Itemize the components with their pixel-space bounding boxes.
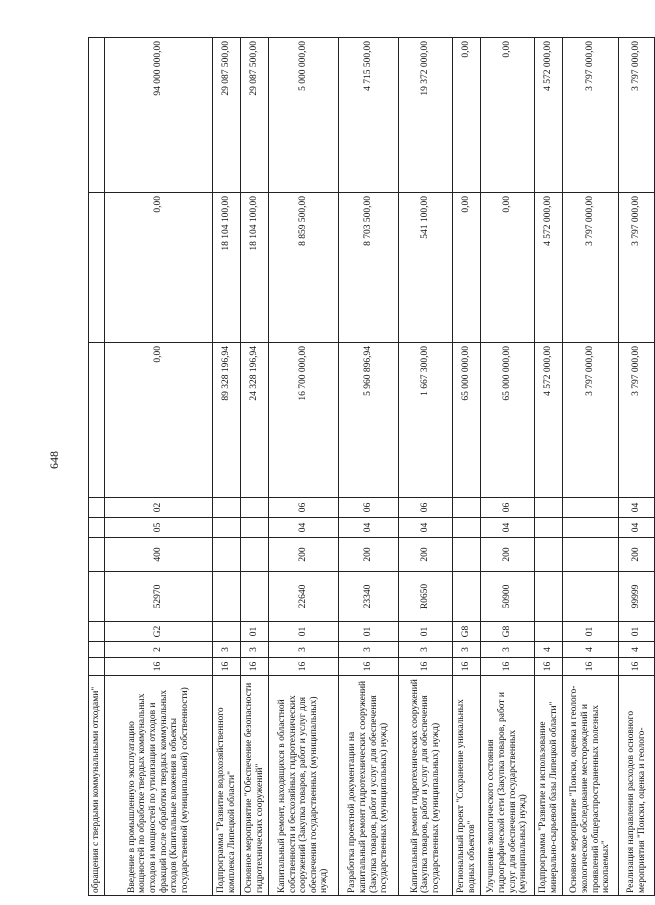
code-cell — [563, 572, 619, 622]
code-cell — [89, 642, 105, 658]
table-row — [105, 38, 213, 896]
code-cell: 06 — [269, 498, 339, 518]
row-description: Улучшение экологического состояния гидрографической сети (Закупка товаров, работ и услуг для обеспечения государственных (муниципальных) нужд) — [481, 676, 535, 896]
amount-cell: 0,00 — [105, 343, 213, 498]
amount-cell — [89, 193, 105, 343]
code-cell: 4 — [535, 642, 563, 658]
code-cell: 50900 — [481, 572, 535, 622]
code-cell: 23340 — [339, 572, 399, 622]
code-cell: R0650 — [399, 572, 453, 622]
amount-cell — [89, 38, 105, 193]
amount-cell: 5 000 000,00 — [269, 38, 339, 193]
amount-cell: 3 797 000,00 — [619, 343, 655, 498]
code-cell: 04 — [269, 518, 339, 538]
row-description: обращения с твердыми коммунальными отходами" — [89, 676, 105, 896]
code-cell: 01 — [399, 622, 453, 642]
amount-cell: 3 797 000,00 — [619, 193, 655, 343]
amount-cell: 0,00 — [453, 193, 481, 343]
code-cell: 16 — [619, 658, 655, 676]
table-row — [453, 38, 481, 896]
amount-cell: 3 797 000,00 — [563, 38, 619, 193]
code-cell — [535, 538, 563, 572]
code-cell — [89, 498, 105, 518]
table-row — [213, 38, 241, 896]
code-cell: 16 — [339, 658, 399, 676]
code-cell: 01 — [241, 622, 269, 642]
code-cell — [453, 572, 481, 622]
row-description: Капитальный ремонт, находящихся в областной собственности и бесхозяйных гидротехнических сооружений (Закупка товаров, работ и услуг для обеспечения государственных (муниципальных) нужд) — [269, 676, 339, 896]
code-cell: 16 — [241, 658, 269, 676]
code-cell: 3 — [339, 642, 399, 658]
amount-cell: 19 372 000,00 — [399, 38, 453, 193]
table-frame — [88, 38, 647, 896]
amount-cell: 29 087 500,00 — [241, 38, 269, 193]
amount-cell: 0,00 — [481, 193, 535, 343]
code-cell — [453, 538, 481, 572]
code-cell — [453, 498, 481, 518]
code-cell — [563, 538, 619, 572]
code-cell: 52970 — [105, 572, 213, 622]
code-cell — [241, 498, 269, 518]
amount-cell: 94 000 000,00 — [105, 38, 213, 193]
table-row — [89, 38, 105, 896]
amount-cell: 0,00 — [481, 38, 535, 193]
code-cell — [535, 498, 563, 518]
row-description: Основное мероприятие "Обеспечение безопасности гидротехнических сооружений" — [241, 676, 269, 896]
row-description: Реализация направления расходов основного мероприятия "Поиски, оценка и геолого- — [619, 676, 655, 896]
table-row — [535, 38, 563, 896]
code-cell: 01 — [269, 622, 339, 642]
code-cell: 04 — [339, 518, 399, 538]
row-description: Основное мероприятие "Поиски, оценка и геолого-экологическое обследование месторождений и проявлений общераспространенных полезных ископаемых" — [563, 676, 619, 896]
code-cell: 2 — [105, 642, 213, 658]
code-cell: 04 — [399, 518, 453, 538]
code-cell: 04 — [619, 518, 655, 538]
code-cell: 16 — [213, 658, 241, 676]
code-cell: 01 — [339, 622, 399, 642]
row-description: Региональный проект "Сохранение уникальных водных объектов" — [453, 676, 481, 896]
row-description: Подпрограмма "Развитие водохозяйственного комплекса Липецкой области" — [213, 676, 241, 896]
amount-cell: 18 104 100,00 — [241, 193, 269, 343]
code-cell: G8 — [453, 622, 481, 642]
code-cell: 3 — [399, 642, 453, 658]
code-cell: 16 — [269, 658, 339, 676]
code-cell: 200 — [481, 538, 535, 572]
code-cell — [213, 538, 241, 572]
code-cell: G2 — [105, 622, 213, 642]
code-cell: 3 — [481, 642, 535, 658]
amount-cell: 24 328 196,94 — [241, 343, 269, 498]
code-cell: 200 — [269, 538, 339, 572]
code-cell — [241, 538, 269, 572]
code-cell: 3 — [241, 642, 269, 658]
code-cell: 04 — [481, 518, 535, 538]
row-description: Разработка проектной документации на капитальный ремонт гидротехнических сооружений (Закупка товаров, работ и услуг для обеспечения государственных (муниципальных) нужд) — [339, 676, 399, 896]
code-cell — [563, 518, 619, 538]
code-cell — [241, 572, 269, 622]
amount-cell: 4 715 500,00 — [339, 38, 399, 193]
table-row — [619, 38, 655, 896]
code-cell — [213, 498, 241, 518]
code-cell: 06 — [339, 498, 399, 518]
amount-cell: 18 104 100,00 — [213, 193, 241, 343]
code-cell: 16 — [399, 658, 453, 676]
amount-cell: 29 087 500,00 — [213, 38, 241, 193]
amount-cell: 65 000 000,00 — [481, 343, 535, 498]
code-cell: 200 — [339, 538, 399, 572]
code-cell: 04 — [619, 498, 655, 518]
code-cell: 06 — [399, 498, 453, 518]
amount-cell: 89 328 196,94 — [213, 343, 241, 498]
table-row — [241, 38, 269, 896]
amount-cell: 0,00 — [453, 38, 481, 193]
amount-cell: 65 000 000,00 — [453, 343, 481, 498]
table-row — [563, 38, 619, 896]
code-cell — [89, 538, 105, 572]
code-cell: 99999 — [619, 572, 655, 622]
code-cell: 16 — [535, 658, 563, 676]
code-cell — [535, 622, 563, 642]
table-row — [481, 38, 535, 896]
amount-cell: 4 572 000,00 — [535, 38, 563, 193]
amount-cell — [89, 343, 105, 498]
amount-cell: 0,00 — [105, 193, 213, 343]
amount-cell: 8 859 500,00 — [269, 193, 339, 343]
code-cell — [453, 518, 481, 538]
code-cell: 22640 — [269, 572, 339, 622]
code-cell: 400 — [105, 538, 213, 572]
code-cell: 06 — [481, 498, 535, 518]
code-cell — [213, 622, 241, 642]
amount-cell: 4 572 000,00 — [535, 343, 563, 498]
amount-cell: 4 572 000,00 — [535, 193, 563, 343]
code-cell: 01 — [563, 622, 619, 642]
code-cell — [535, 572, 563, 622]
code-cell: 200 — [619, 538, 655, 572]
code-cell: 3 — [213, 642, 241, 658]
code-cell — [563, 498, 619, 518]
row-description: Введение в промышленную эксплуатацию мощностей по обработке твердых коммунальных отходов и мощностей по утилизации отходов и фракций после обработки твердых коммунальных отходов (Капитальные вложения в объекты государственной (муниципальной) собственности) — [105, 676, 213, 896]
code-cell — [213, 518, 241, 538]
code-cell: 05 — [105, 518, 213, 538]
code-cell: 4 — [619, 642, 655, 658]
code-cell: 3 — [269, 642, 339, 658]
amount-cell: 5 960 896,94 — [339, 343, 399, 498]
amount-cell: 541 100,00 — [399, 193, 453, 343]
code-cell: 200 — [399, 538, 453, 572]
amount-cell: 16 700 000,00 — [269, 343, 339, 498]
table-body — [89, 38, 655, 896]
table-row — [339, 38, 399, 896]
code-cell — [89, 622, 105, 642]
table-row — [399, 38, 453, 896]
code-cell — [213, 572, 241, 622]
code-cell — [535, 518, 563, 538]
budget-table — [88, 37, 655, 896]
code-cell: 02 — [105, 498, 213, 518]
code-cell — [241, 518, 269, 538]
code-cell: 16 — [105, 658, 213, 676]
code-cell — [89, 572, 105, 622]
table-row — [269, 38, 339, 896]
row-description: Подпрограмма "Развитие и использование минерально-сырьевой базы Липецкой области" — [535, 676, 563, 896]
row-description: Капитальный ремонт гидротехнических сооружений (Закупка товаров, работ и услуг для обеспечения государственных (муниципальных) нужд) — [399, 676, 453, 896]
code-cell: 16 — [453, 658, 481, 676]
amount-cell: 8 703 500,00 — [339, 193, 399, 343]
amount-cell: 3 797 000,00 — [619, 38, 655, 193]
amount-cell: 3 797 000,00 — [563, 343, 619, 498]
code-cell — [89, 658, 105, 676]
code-cell: 16 — [481, 658, 535, 676]
code-cell — [89, 518, 105, 538]
amount-cell: 3 797 000,00 — [563, 193, 619, 343]
code-cell: 4 — [563, 642, 619, 658]
amount-cell: 1 667 300,00 — [399, 343, 453, 498]
code-cell: 3 — [453, 642, 481, 658]
code-cell: G8 — [481, 622, 535, 642]
code-cell: 16 — [563, 658, 619, 676]
rotated-page — [88, 38, 647, 896]
code-cell: 01 — [619, 622, 655, 642]
page-number: 648 — [47, 451, 61, 469]
